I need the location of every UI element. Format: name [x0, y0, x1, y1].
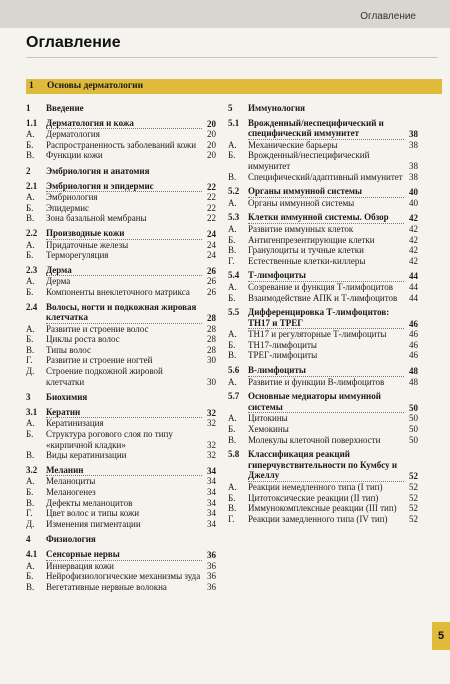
toc-item[interactable]: [26, 476, 216, 487]
toc-entry-number: Б.: [228, 424, 236, 435]
toc-entry-page: 38: [409, 160, 418, 171]
toc-entry-number: Б.: [26, 250, 34, 261]
toc-item[interactable]: [228, 424, 418, 435]
toc-entry-page: 24: [207, 228, 216, 239]
toc-section[interactable]: [228, 186, 418, 198]
toc-section[interactable]: [228, 365, 418, 377]
toc-entry-page: 26: [207, 265, 216, 276]
toc-item[interactable]: [26, 276, 216, 287]
toc-entry-number: Г.: [26, 508, 33, 519]
toc-entry-page: 32: [207, 439, 216, 450]
toc-item[interactable]: [26, 450, 216, 461]
toc-item[interactable]: [228, 172, 418, 183]
toc-entry-number: Д.: [26, 366, 35, 377]
toc-entry-page: 48: [409, 366, 418, 377]
toc-item[interactable]: [228, 198, 418, 209]
toc-entry-title: Кератинизация: [46, 418, 104, 429]
toc-entry-number: 3.1: [26, 406, 38, 417]
toc-entry-number: В.: [26, 581, 35, 592]
toc-entry-page: 34: [207, 487, 216, 497]
toc-entry-number: Б.: [228, 150, 236, 161]
toc-entry-title: Дерматология: [46, 129, 100, 140]
toc-entry-page: 52: [409, 513, 418, 524]
toc-entry-page: 40: [409, 187, 418, 198]
toc-item[interactable]: [26, 192, 216, 203]
toc-section[interactable]: [26, 465, 216, 477]
toc-item[interactable]: [26, 240, 216, 251]
toc-item[interactable]: [228, 235, 418, 246]
toc-entry-title: Развитие и строение ногтей: [46, 355, 153, 366]
toc-entry-number: 5.6: [228, 365, 240, 376]
toc-entry-title: Сенсорные нервы: [46, 549, 202, 561]
toc-entry-page: 42: [409, 223, 418, 234]
toc-entry-number: Б.: [26, 571, 34, 582]
toc-entry-page: 32: [207, 450, 216, 461]
toc-entry-page: 36: [207, 571, 216, 582]
toc-item[interactable]: [26, 487, 216, 498]
toc-entry-page: 24: [207, 239, 216, 250]
toc-entry-page: 20: [207, 139, 216, 150]
toc-entry-number: 3: [26, 392, 31, 403]
toc-entry-title: Специфический/адаптивный иммунитет: [248, 171, 403, 182]
toc-entry-page: 50: [409, 413, 418, 424]
toc-entry-page: 50: [409, 424, 418, 435]
toc-entry-number: 3.2: [26, 464, 38, 475]
toc-section[interactable]: [26, 265, 216, 277]
toc-entry-number: 5: [228, 103, 233, 113]
toc-entry-title: Зона базальной мембраны: [46, 213, 147, 224]
toc-entry-page: 38: [409, 139, 418, 150]
toc-entry-title: Клетки иммунной системы. Обзор: [248, 212, 404, 224]
toc-entry-number: 1: [26, 103, 31, 113]
toc-entry-page: 42: [409, 255, 418, 266]
toc-entry-title: Естественные клетки-киллеры: [248, 255, 366, 266]
toc-item[interactable]: [228, 435, 418, 446]
toc-item[interactable]: [228, 140, 418, 151]
toc-entry-title: Меланин: [46, 465, 202, 477]
toc-entry-number: 5.4: [228, 270, 240, 281]
toc-entry-number: Б.: [228, 234, 236, 245]
toc-entry-page: 52: [409, 471, 418, 482]
toc-entry-number: 1.1: [26, 117, 38, 128]
toc-entry-page: 20: [207, 129, 216, 140]
toc-entry-number: 2.2: [26, 227, 38, 238]
toc-entry-page: 42: [409, 213, 418, 224]
toc-entry-page: 28: [207, 323, 216, 334]
toc-item[interactable]: [26, 324, 216, 335]
toc-entry-number: В.: [228, 503, 237, 514]
toc-entry-page: 46: [409, 329, 418, 340]
toc-entry-title: Эмбриология: [46, 192, 98, 203]
toc-item[interactable]: [228, 293, 418, 304]
toc-entry-page: 42: [409, 245, 418, 256]
toc-entry-title: Придаточные железы: [46, 239, 129, 250]
toc-entry-title: Производные кожи: [46, 228, 202, 240]
toc-entry-number: А.: [228, 197, 237, 208]
toc-entry-title: Дерма: [46, 265, 202, 277]
toc-entry-page: 48: [409, 376, 418, 387]
toc-entry-title: Врожденный/неспецифический и специфический иммунитет: [248, 118, 404, 140]
toc-entry-number: В.: [26, 497, 35, 508]
toc-item[interactable]: [26, 250, 216, 261]
toc-item[interactable]: [26, 519, 216, 530]
toc-entry-page: 36: [207, 581, 216, 592]
toc-entry-number: 4.1: [26, 548, 38, 559]
toc-entry-title: Развитие и строение волос: [46, 323, 149, 334]
toc-column-left: [26, 98, 216, 592]
toc-entry-number: Б.: [26, 334, 34, 345]
toc-entry-title: Изменения пигментации: [46, 518, 141, 529]
toc-entry-number: В.: [228, 434, 237, 445]
toc-entry-page: 50: [409, 402, 418, 413]
toc-entry-title: Эмбриология и анатомия: [46, 165, 150, 176]
toc-entry-page: 52: [409, 492, 418, 503]
toc-section[interactable]: [26, 181, 216, 193]
toc-entry-number: Г.: [26, 355, 33, 366]
toc-chapter[interactable]: [26, 103, 216, 114]
toc-entry-number: А.: [228, 223, 237, 234]
toc-entry-page: 34: [207, 518, 216, 529]
toc-entry-title: Виды кератинизации: [46, 450, 127, 461]
toc-entry-title: Антигенпрезентирующие клетки: [248, 234, 375, 245]
toc-item[interactable]: [26, 418, 216, 429]
toc-entry-number: А.: [228, 281, 237, 292]
toc-entry-page: 26: [207, 286, 216, 297]
running-header-bar: [0, 0, 450, 28]
toc-section[interactable]: [228, 307, 418, 329]
toc-entry-page: 44: [409, 281, 418, 292]
toc-entry-number: Б.: [26, 202, 34, 213]
toc-entry-page: 38: [409, 171, 418, 182]
toc-entry-title: Классификация реакций гиперчувствительности по Кумбсу и Джеллу: [248, 449, 404, 482]
toc-entry-page: 46: [409, 318, 418, 329]
toc-entry-title: TH17 и регуляторные Т-лимфоциты: [248, 329, 387, 340]
toc-entry-number: В.: [26, 150, 35, 161]
toc-section[interactable]: [26, 302, 216, 324]
toc-entry-title: Эпидермис: [46, 202, 90, 213]
toc-entry-page: 46: [409, 339, 418, 350]
toc-entry-title: В-лимфоциты: [248, 365, 404, 377]
toc-entry-title: Иммунокомплексные реакции (III тип): [248, 503, 397, 514]
toc-entry-page: 36: [207, 549, 216, 560]
toc-item[interactable]: [26, 561, 216, 572]
toc-item[interactable]: [228, 493, 418, 504]
toc-entry-number: А.: [26, 476, 35, 487]
toc-entry-number: А.: [26, 276, 35, 287]
toc-entry-title: TH17-лимфоциты: [248, 339, 317, 350]
title-rule: [26, 57, 438, 58]
toc-entry-number: 5.7: [228, 391, 240, 402]
toc-entry-title: TРЕГ-лимфоциты: [248, 350, 318, 361]
toc-entry-title: Врожденный/неспецифический иммунитет: [248, 150, 370, 171]
toc-entry-title: Меланогенез: [46, 487, 96, 497]
toc-entry-page: 36: [207, 560, 216, 571]
toc-entry-title: Эмбриология и эпидермис: [46, 181, 202, 193]
toc-item[interactable]: [228, 340, 418, 351]
toc-entry-title: Дифференцировка Т-лимфоцитов: TH17 и TРЕГ: [248, 307, 404, 329]
toc-entry-title: Гранулоциты и тучные клетки: [248, 245, 364, 256]
toc-entry-page: 38: [409, 129, 418, 140]
toc-entry-page: 40: [409, 197, 418, 208]
toc-entry-page: 34: [207, 476, 216, 487]
toc-section[interactable]: [228, 212, 418, 224]
toc-entry-number: А.: [228, 376, 237, 387]
toc-entry-title: Иннервация кожи: [46, 560, 115, 571]
toc-entry-number: А.: [26, 239, 35, 250]
toc-entry-title: Цитотоксические реакции (II тип): [248, 492, 379, 503]
page-number-tab: 5: [432, 622, 450, 650]
toc-entry-title: Структура рогового слоя по типу «кирпичной кладки»: [46, 429, 173, 450]
toc-item[interactable]: [26, 334, 216, 345]
toc-entry-page: 32: [207, 418, 216, 429]
toc-entry-title: Меланоциты: [46, 476, 96, 487]
toc-entry-title: Дерматология и кожа: [46, 118, 202, 130]
toc-entry-title: Реакции замедленного типа (IV тип): [248, 513, 388, 524]
toc-item[interactable]: [26, 203, 216, 214]
toc-item[interactable]: [26, 498, 216, 509]
toc-entry-title: Механические барьеры: [248, 139, 338, 150]
toc-entry-number: А.: [26, 418, 35, 429]
toc-entry-page: 26: [207, 276, 216, 287]
toc-entry-number: Б.: [26, 487, 34, 497]
page-title: Оглавление: [26, 34, 121, 51]
toc-entry-page: 28: [207, 313, 216, 324]
toc-section[interactable]: [228, 391, 418, 413]
toc-entry-page: 28: [207, 334, 216, 345]
toc-entry-page: 44: [409, 292, 418, 303]
toc-entry-page: 52: [409, 482, 418, 492]
toc-entry-number: В.: [228, 171, 237, 182]
part-number: 1: [29, 81, 34, 91]
toc-item[interactable]: [26, 213, 216, 224]
toc-entry-number: А.: [26, 129, 35, 140]
toc-entry-number: Б.: [26, 429, 34, 440]
toc-entry-title: Органы иммунной системы: [248, 186, 404, 198]
toc-entry-number: 2: [26, 165, 31, 176]
toc-entry-title: Циклы роста волос: [46, 334, 120, 345]
toc-entry-title: Нейрофизиологические механизмы зуда: [46, 571, 201, 582]
toc-item[interactable]: [228, 150, 418, 171]
toc-entry-number: Б.: [228, 339, 236, 350]
toc-entry-number: Г.: [228, 255, 235, 266]
toc-entry-page: 42: [409, 234, 418, 245]
toc-entry-title: Развитие и функции В-лимфоцитов: [248, 376, 385, 387]
toc-entry-title: Компоненты внеклеточного матрикса: [46, 286, 190, 297]
toc-entry-number: Б.: [26, 286, 34, 297]
toc-section[interactable]: [26, 228, 216, 240]
toc-column-right: [228, 98, 418, 524]
toc-entry-page: 30: [207, 376, 216, 387]
toc-item[interactable]: [228, 245, 418, 256]
toc-item[interactable]: [26, 429, 216, 450]
toc-entry-number: 2.1: [26, 180, 38, 191]
toc-chapter[interactable]: [26, 534, 216, 545]
toc-item[interactable]: [26, 287, 216, 298]
toc-entry-page: 50: [409, 434, 418, 445]
toc-entry-title: Физиология: [46, 534, 96, 545]
toc-entry-title: Дерма: [46, 276, 71, 287]
toc-entry-page: 22: [207, 192, 216, 203]
toc-entry-page: 22: [207, 213, 216, 224]
toc-entry-number: 5.1: [228, 117, 240, 128]
toc-section[interactable]: [228, 449, 418, 482]
toc-entry-title: Иммунология: [248, 103, 306, 113]
toc-item[interactable]: [228, 256, 418, 267]
toc-entry-number: 5.2: [228, 186, 240, 197]
toc-chapter[interactable]: [26, 166, 216, 177]
toc-entry-number: А.: [26, 560, 35, 571]
part-heading: [26, 79, 442, 94]
toc-entry-page: 52: [409, 503, 418, 514]
toc-entry-title: Дефекты меланоцитов: [46, 497, 133, 508]
toc-entry-page: 22: [207, 181, 216, 192]
toc-section[interactable]: [228, 118, 418, 140]
toc-entry-page: 32: [207, 407, 216, 418]
toc-item[interactable]: [26, 345, 216, 356]
toc-item[interactable]: [228, 350, 418, 361]
toc-item[interactable]: [228, 329, 418, 340]
toc-entry-number: Б.: [228, 292, 236, 303]
toc-entry-number: А.: [228, 329, 237, 340]
toc-entry-number: А.: [26, 323, 35, 334]
toc-entry-title: Созревание и функция Т-лимфоцитов: [248, 281, 393, 292]
toc-entry-title: Функции кожи: [46, 150, 103, 161]
toc-entry-title: Основные медиаторы иммунной системы: [248, 391, 404, 413]
toc-entry-title: Т-лимфоциты: [248, 270, 404, 282]
toc-entry-title: Хемокины: [248, 424, 289, 435]
toc-item[interactable]: [228, 224, 418, 235]
toc-section[interactable]: [228, 270, 418, 282]
toc-entry-number: Б.: [228, 492, 236, 503]
toc-entry-title: Реакции немедленного типа (I тип): [248, 482, 383, 492]
toc-entry-number: В.: [228, 350, 237, 361]
toc-entry-page: 34: [207, 497, 216, 508]
toc-entry-title: Терморегуляция: [46, 250, 109, 261]
toc-entry-number: 5.8: [228, 449, 240, 460]
toc-item[interactable]: [228, 377, 418, 388]
toc-item[interactable]: [228, 282, 418, 293]
toc-entry-title: Молекулы клеточной поверхности: [248, 434, 381, 445]
toc-entry-title: Волосы, ногти и подкожная жировая клетчатка: [46, 302, 202, 324]
toc-entry-page: 20: [207, 118, 216, 129]
toc-entry-number: 5.5: [228, 307, 240, 318]
toc-item[interactable]: [26, 571, 216, 582]
toc-entry-title: Цвет волос и типы кожи: [46, 508, 140, 519]
toc-entry-number: А.: [228, 413, 237, 424]
toc-section[interactable]: [26, 407, 216, 419]
toc-entry-page: 30: [207, 355, 216, 366]
toc-item[interactable]: [26, 508, 216, 519]
toc-entry-title: Кератин: [46, 407, 202, 419]
toc-chapter[interactable]: [26, 392, 216, 403]
toc-chapter[interactable]: [228, 103, 418, 114]
toc-entry-page: 34: [207, 508, 216, 519]
toc-entry-number: А.: [26, 192, 35, 203]
part-label: Основы дерматологии: [47, 81, 144, 91]
toc-entry-title: Цитокины: [248, 413, 288, 424]
toc-item[interactable]: [26, 366, 216, 387]
toc-item[interactable]: [228, 413, 418, 424]
toc-entry-page: 22: [207, 202, 216, 213]
toc-entry-page: 46: [409, 350, 418, 361]
toc-item[interactable]: [228, 503, 418, 514]
toc-entry-title: Введение: [46, 103, 84, 113]
toc-entry-page: 44: [409, 271, 418, 282]
toc-entry-number: В.: [26, 450, 35, 461]
toc-entry-number: А.: [228, 139, 237, 150]
toc-item[interactable]: [26, 582, 216, 593]
running-head: Оглавление: [360, 11, 416, 22]
toc-item[interactable]: [228, 514, 418, 525]
toc-entry-number: 4: [26, 534, 31, 545]
toc-item[interactable]: [26, 150, 216, 161]
toc-entry-number: Д.: [26, 518, 35, 529]
toc-entry-number: В.: [228, 245, 237, 256]
toc-entry-number: 2.3: [26, 264, 38, 275]
toc-section[interactable]: [26, 549, 216, 561]
toc-entry-page: 34: [207, 465, 216, 476]
toc-entry-number: Б.: [26, 139, 34, 150]
toc-entry-number: 2.4: [26, 301, 38, 312]
toc-entry-title: Биохимия: [46, 392, 88, 403]
toc-entry-title: Органы иммунной системы: [248, 197, 355, 208]
toc-item[interactable]: [228, 482, 418, 493]
toc-item[interactable]: [26, 129, 216, 140]
toc-entry-page: 28: [207, 344, 216, 355]
toc-entry-number: В.: [26, 213, 35, 224]
toc-entry-number: А.: [228, 482, 237, 492]
toc-entry-title: Строение подкожной жировой клетчатки: [46, 366, 163, 387]
toc-entry-page: 24: [207, 250, 216, 261]
toc-entry-title: Вегетативные нервные волокна: [46, 581, 167, 592]
toc-entry-page: 20: [207, 150, 216, 161]
toc-entry-title: Типы волос: [46, 344, 91, 355]
toc-section[interactable]: [26, 118, 216, 130]
toc-item[interactable]: [26, 355, 216, 366]
toc-entry-number: Г.: [228, 513, 235, 524]
toc-entry-title: Распространенность заболеваний кожи: [46, 139, 197, 150]
toc-entry-title: Развитие иммунных клеток: [248, 223, 354, 234]
toc-entry-number: В.: [26, 344, 35, 355]
toc-entry-title: Взаимодействие АПК и Т-лимфоцитов: [248, 292, 398, 303]
toc-entry-number: 5.3: [228, 212, 240, 223]
toc-item[interactable]: [26, 140, 216, 151]
